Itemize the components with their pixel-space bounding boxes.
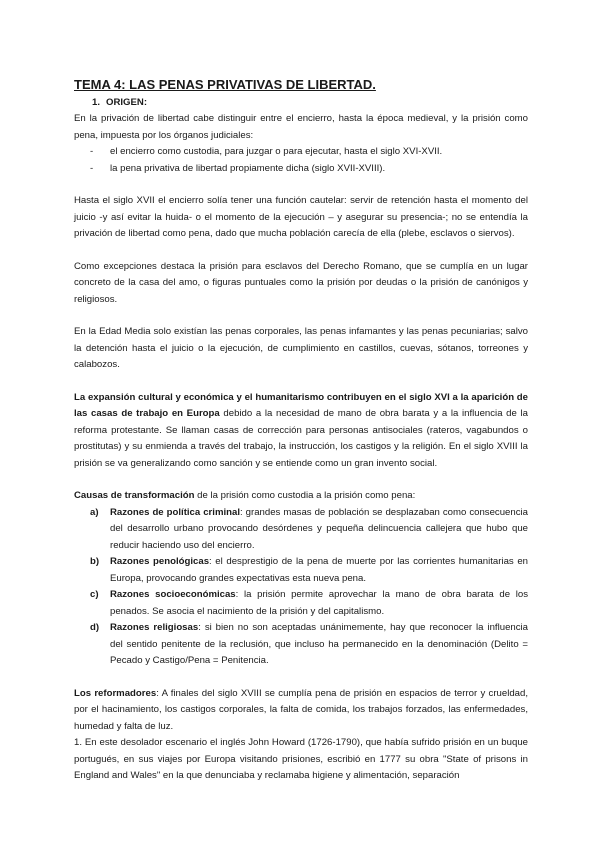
causas-list [74, 505, 528, 670]
list-marker: c) [90, 589, 99, 600]
paragraph-siglo-xvii: Hasta el siglo XVII el encierro solía tener una función cautelar: servir de retención hasta el momento del juicio -y así evitar la huida- o el momento de la ejecución – y asegurar su presencia-; no se entendía la privación de libertad como pena, dado que mucha población carecía de ella (plebe, esclavos o siervos). [74, 195, 528, 239]
bold-phrase: Causas de transformación [74, 490, 195, 501]
list-item [74, 587, 528, 620]
list-item [74, 620, 528, 670]
paragraph-causas [74, 488, 528, 505]
paragraph-excepciones: Como excepciones destaca la prisión para esclavos del Derecho Romano, que se cumplía en un lugar concreto de la casa del amo, o figuras puntuales como la prisión por deudas o la prisión de canónigos y religiosos. [74, 260, 528, 305]
intro-paragraph: En la privación de libertad cabe distinguir entre el encierro, hasta la época medieval, y la prisión como pena, impuesta por los órganos judiciales: [74, 113, 528, 141]
list-item-label: Razones socioeconómicas [110, 589, 236, 600]
paragraph-howard: 1. En este desolador escenario el inglés John Howard (1726-1790), que había sufrido prisión en un buque portugués, en sus viajes por Europa visitando prisiones, escribió en 1777 su obra "State of prisons in England and Wales" en la que denunciaba y reclamaba higiene y alimentación, separación [74, 737, 528, 781]
list-item-label: Razones de política criminal [110, 506, 241, 518]
paragraph-text: : A finales del siglo XVIII se cumplía pena de prisión en espacios de terror y crueldad, por el hacinamiento, los castigos corporales, la falta de comida, los trabajos forzados, las enfermedades, humedad y falta de luz. [74, 687, 528, 732]
paragraph-text: de la prisión como custodia a la prisión como pena: [194, 490, 416, 501]
bold-phrase: Los reformadores [74, 687, 157, 699]
paragraph-reformadores [74, 686, 528, 736]
list-item-text: : el desprestigio de la pena de muerte por las corrientes humanitarias en Europa, provocando grandes expectativas esta nueva pena. [110, 556, 528, 584]
list-item: - el encierro como custodia, para juzgar o para ejecutar, hasta el siglo XVI-XVII. [74, 144, 528, 161]
bold-phrase: La expansión cultural y económica y el humanitarismo contribuyen en el siglo XVI a la aparición de las casas de trabajo en Europa [74, 391, 528, 419]
list-marker: b) [90, 556, 100, 567]
list-item-label: Razones penológicas [110, 556, 210, 567]
dash-list [74, 144, 528, 177]
paragraph-expansion [74, 390, 528, 473]
list-item-text: : la prisión permite aprovechar la mano de obra barata de los penados. Se asocia el nacimiento de la prisión y del capitalismo. [110, 589, 528, 617]
list-item [74, 505, 528, 555]
list-marker: d) [90, 622, 100, 633]
list-item [74, 554, 528, 587]
paragraph-text: debido a la necesidad de mano de obra barata y a la influencia de la reforma protestante. Se llaman casas de corrección para personas antisociales (rateros, vagabundos o prostitutas) y su enmienda a través del trabajo, la instrucción, los castigos y la religión. En el siglo XVIII la prisión se va generalizando como sanción y se entiende como un gran invento social. [74, 408, 528, 469]
paragraph-edad-media: En la Edad Media solo existían las penas corporales, las penas infamantes y las penas pecuniarias; salvo la detención hasta el juicio o la ejecución, de cumplimiento en castillos, cuevas, sótanos, torreones y calabozos. [74, 326, 528, 370]
section-heading-text: ORIGEN: [106, 97, 148, 108]
list-item: - la pena privativa de libertad propiamente dicha (siglo XVII-XVIII). [74, 161, 528, 178]
page-title: TEMA 4: LAS PENAS PRIVATIVAS DE LIBERTAD. [74, 77, 376, 92]
section-heading-origen [92, 95, 528, 111]
section-number: 1. [92, 97, 101, 108]
list-marker: a) [90, 506, 99, 518]
list-item-label: Razones religiosas [110, 622, 199, 633]
list-item-text: : si bien no son aceptadas unánimemente, hay que reconocer la influencia del sentido penitente de la reclusión, que incluso ha permanecido en la denominación (Delito = Pecado y Castigo/Pena = Penitencia. [110, 622, 529, 666]
list-item-text: : grandes masas de población se desplazaban como consecuencia del desarrollo urbano provocando desórdenes y pequeña delincuencia callejera que hubo que reducir haciendo uso del encierro. [110, 506, 528, 551]
